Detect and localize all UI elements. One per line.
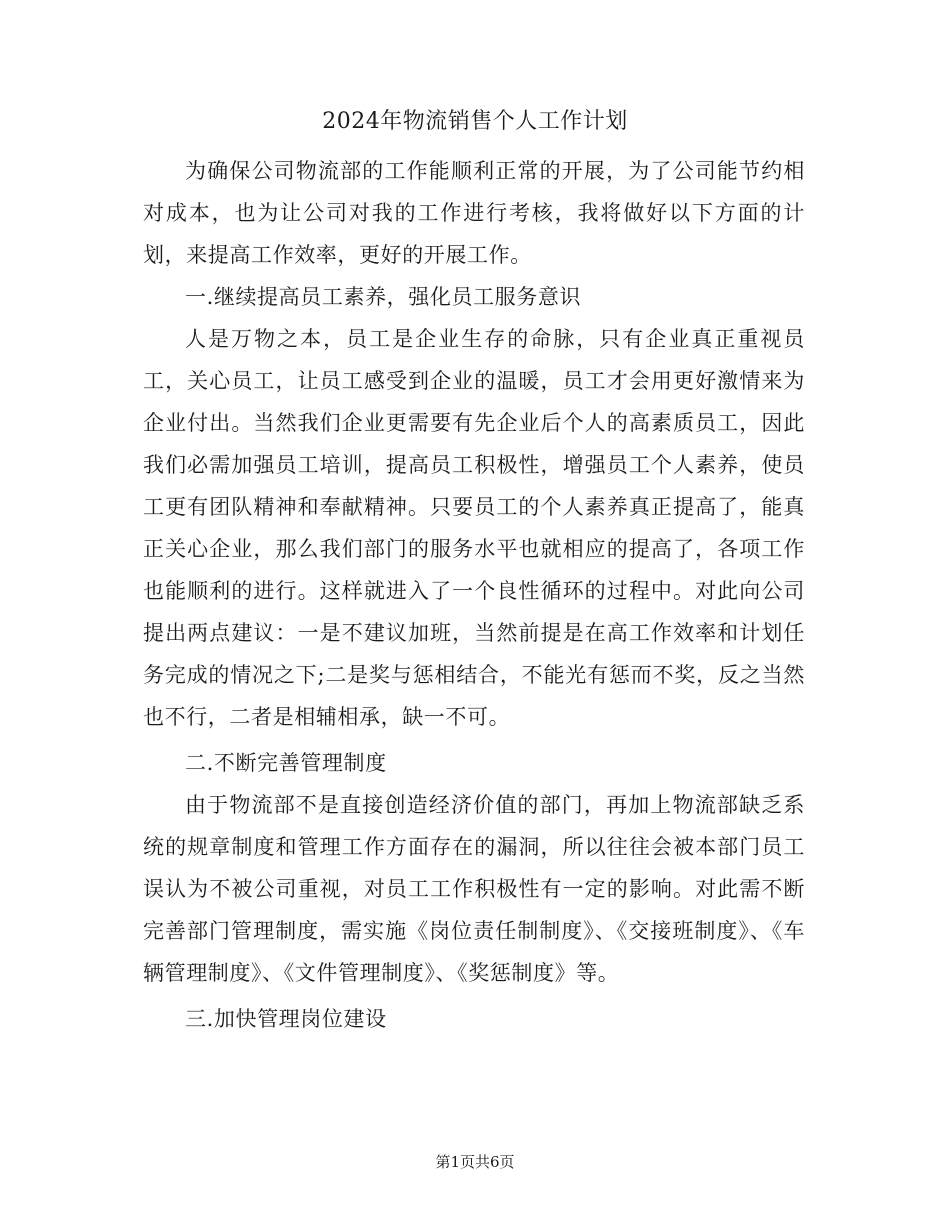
document-title: 2024年物流销售个人工作计划 <box>322 109 628 134</box>
section-heading-3: 三.加快管理岗位建设 <box>185 1007 387 1031</box>
section-heading-2: 二.不断完善管理制度 <box>185 751 387 775</box>
section-heading-1: 一.继续提高员工素养，强化员工服务意识 <box>185 285 582 309</box>
section-body-2: 由于物流部不是直接创造经济价值的部门，再加上物流部缺乏系统的规章制度和管理工作方面存在的漏洞，所以往往会被本部门员工误认为不被公司重视，对员工工作积极性有一定的影响。对此需不断完善部门管理制度，需实施《岗位责任制制度》、《交接班制度》、《车辆管理制度》、《文件管理制度》、《奖惩制度》等。 <box>143 793 805 985</box>
section-body-1: 人是万物之本，员工是企业生存的命脉，只有企业真正重视员工，关心员工，让员工感受到企业的温暖，员工才会用更好激情来为企业付出。当然我们企业更需要有先企业后个人的高素质员工，因此我们必需加强员工培训，提高员工积极性，增强员工个人素养，使员工更有团队精神和奉献精神。只要员工的个人素养真正提高了，能真正关心企业，那么我们部门的服务水平也就相应的提高了，各项工作也能顺利的进行。这样就进入了一个良性循环的过程中。对此向公司提出两点建议：一是不建议加班，当然前提是在高工作效率和计划任务完成的情况之下;二是奖与惩相结合，不能光有惩而不奖，反之当然也不行，二者是相辅相承，缺一不可。 <box>143 327 805 729</box>
document-body <box>143 150 805 1040</box>
page-number-footer: 第1页共6页 <box>435 1153 515 1171</box>
intro-paragraph: 为确保公司物流部的工作能顺利正常的开展，为了公司能节约相对成本，也为让公司对我的工作进行考核，我将做好以下方面的计划，来提高工作效率，更好的开展工作。 <box>143 159 805 267</box>
